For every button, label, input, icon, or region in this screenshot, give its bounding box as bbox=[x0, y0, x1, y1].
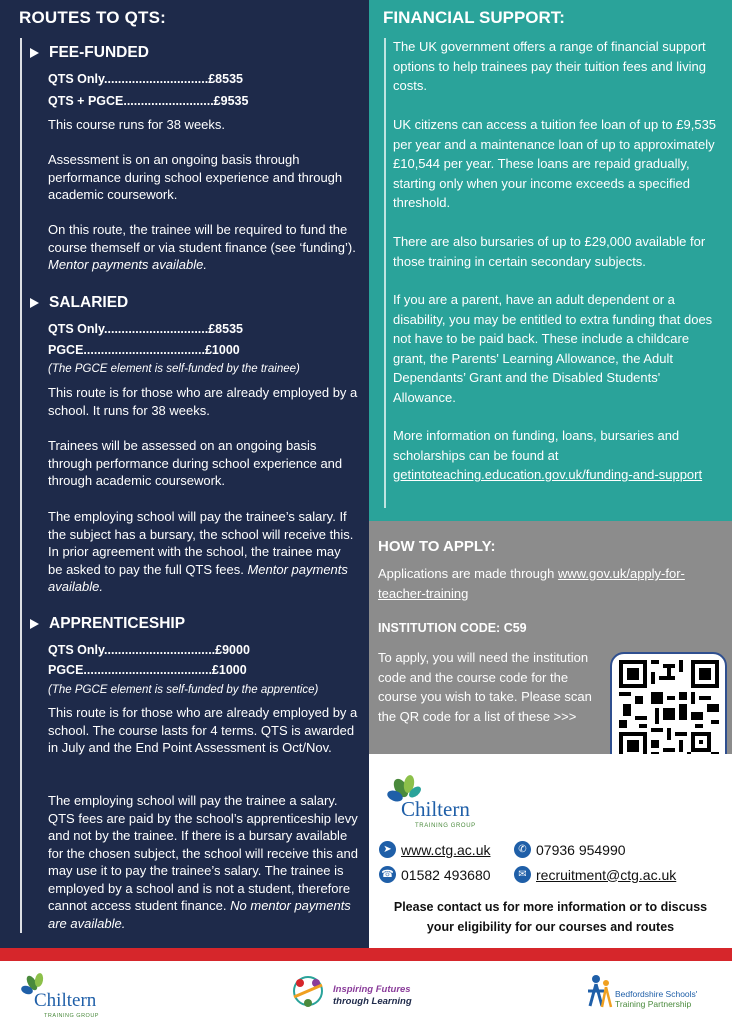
apply-intro bbox=[378, 564, 718, 603]
triangle-bullet-icon bbox=[30, 48, 39, 58]
how-to-apply-panel bbox=[369, 521, 732, 754]
svg-text:TRAINING GROUP: TRAINING GROUP bbox=[415, 823, 476, 829]
partner-logos bbox=[0, 961, 732, 1031]
financial-loans: UK citizens can access a tuition fee loan of up to £9,535 per year and a maintenance loan of up to approximately £10,544 per year. These loans are repaid gradually, starting only when your income exceeds a specified threshold. bbox=[393, 117, 717, 210]
apply-instructions: To apply, you will need the institution code and the course code for the course you wish to take. Please scan the QR code for a list of these >>> bbox=[378, 650, 592, 724]
contact-email[interactable] bbox=[514, 866, 676, 883]
apprenticeship-pgce-note: (The PGCE element is self-funded by the apprentice) bbox=[48, 684, 319, 696]
apprenticeship-heading bbox=[30, 615, 185, 633]
inspiring-futures-logo bbox=[294, 977, 412, 1007]
salaried-price-pgce: PGCE...................................£1000 bbox=[48, 343, 240, 357]
fee-funded-heading-text: FEE-FUNDED bbox=[49, 44, 149, 61]
fee-funded-mentor-note: Mentor payments available. bbox=[48, 257, 207, 272]
phone-icon: ☎ bbox=[379, 866, 396, 883]
triangle-bullet-icon bbox=[30, 298, 39, 308]
contact-phone[interactable] bbox=[379, 866, 491, 883]
financial-extra-funding: If you are a parent, have an adult dependent or a disability, you may be entitled to extra funding that does not have to be paid back. These include a childcare grant, the Parents' Learning Allowance, the Adult Dependants’ Grant and the Disabled Students' Allowance. bbox=[393, 292, 713, 405]
salaried-heading bbox=[30, 294, 128, 312]
fee-funded-heading bbox=[30, 44, 149, 62]
phone-number[interactable]: 01582 493680 bbox=[401, 866, 491, 883]
salaried-pgce-note: (The PGCE element is self-funded by the trainee) bbox=[48, 363, 300, 375]
whatsapp-icon: ✆ bbox=[514, 841, 531, 858]
contact-call-to-action: Please contact us for more information or to discuss your eligibility for our courses and routes bbox=[393, 900, 708, 934]
cursor-icon: ➤ bbox=[379, 841, 396, 858]
svg-text:Training Partnership: Training Partnership bbox=[615, 999, 692, 1009]
fee-funded-assessment: Assessment is on an ongoing basis through performance during school experience and through academic coursework. bbox=[48, 152, 343, 202]
apprenticeship-price-qts: QTS Only................................£9000 bbox=[48, 643, 250, 657]
salaried-description: This route is for those who are already employed by a school. It runs for 38 weeks. bbox=[48, 385, 358, 418]
footer-red-bar bbox=[0, 948, 732, 961]
financial-intro: The UK government offers a range of financial support options to help trainees pay their tuition fees and living costs. bbox=[393, 39, 706, 93]
apprenticeship-heading-text: APPRENTICESHIP bbox=[49, 615, 186, 632]
website-link[interactable]: www.ctg.ac.uk bbox=[401, 841, 491, 858]
contact-mobile[interactable] bbox=[514, 841, 626, 858]
apprenticeship-price-pgce: PGCE.....................................£1000 bbox=[48, 663, 247, 677]
svg-text:Chiltern: Chiltern bbox=[34, 990, 97, 1011]
chiltern-logo-text: Chiltern bbox=[401, 797, 470, 821]
fee-funded-price-qts: QTS Only..............................£8535 bbox=[48, 72, 243, 86]
fee-funded-price-pgce: QTS + PGCE..........................£9535 bbox=[48, 94, 249, 108]
footer-logos bbox=[0, 961, 732, 1031]
contact-panel bbox=[369, 754, 732, 948]
apprenticeship-description: This route is for those who are already employed by a school. The course lasts for 4 terms. QTS is awarded in July and the End Point Assessment is Oct/Nov. bbox=[48, 705, 358, 755]
apprenticeship-salary bbox=[48, 792, 358, 932]
triangle-bullet-icon bbox=[30, 619, 39, 629]
financial-divider-line bbox=[384, 38, 386, 508]
contact-website[interactable] bbox=[379, 841, 490, 858]
salaried-heading-text: SALARIED bbox=[49, 294, 129, 311]
routes-divider-line bbox=[20, 38, 22, 933]
salaried-mentor-note: Mentor payments available. bbox=[48, 561, 348, 594]
qr-code[interactable] bbox=[610, 652, 727, 768]
routes-panel bbox=[0, 0, 369, 948]
salaried-assessment: Trainees will be assessed on an ongoing basis through performance during school experience and through academic coursework. bbox=[48, 438, 343, 488]
institution-code: INSTITUTION CODE: C59 bbox=[378, 621, 527, 635]
bedfordshire-logo bbox=[588, 975, 698, 1009]
email-link[interactable]: recruitment@ctg.ac.uk bbox=[536, 866, 677, 883]
svg-text:Bedfordshire Schools': Bedfordshire Schools' bbox=[615, 989, 698, 999]
qr-code-icon bbox=[619, 660, 719, 760]
financial-more-info-text: More information on funding, loans, bursaries and scholarships can be found at bbox=[393, 428, 680, 463]
salaried-price-qts: QTS Only..............................£8535 bbox=[48, 322, 243, 336]
fee-funded-duration: This course runs for 38 weeks. bbox=[48, 117, 226, 132]
fee-funded-funding-text: On this route, the trainee will be required to fund the course themself or via student finance (see ‘funding’). bbox=[48, 222, 356, 255]
financial-support-panel bbox=[369, 0, 732, 521]
svg-text:Inspiring Futures: Inspiring Futures bbox=[333, 984, 411, 995]
chiltern-logo-icon bbox=[379, 768, 504, 830]
fee-funded-funding bbox=[48, 221, 358, 274]
mobile-number[interactable]: 07936 954990 bbox=[536, 841, 626, 858]
svg-text:through Learning: through Learning bbox=[333, 996, 412, 1007]
financial-more-info bbox=[393, 426, 718, 485]
salaried-salary bbox=[48, 508, 358, 596]
footer-chiltern-logo bbox=[20, 972, 99, 1019]
chiltern-logo bbox=[379, 768, 504, 830]
svg-text:TRAINING GROUP: TRAINING GROUP bbox=[44, 1013, 99, 1019]
apply-title: HOW TO APPLY: bbox=[378, 538, 496, 555]
financial-bursaries: There are also bursaries of up to £29,000 available for those training in certain secondary subjects. bbox=[393, 234, 706, 269]
email-icon: ✉ bbox=[514, 866, 531, 883]
salaried-salary-text: The employing school will pay the trainee’s salary. If the subject has a bursary, the school will receive this. In prior agreement with the school, the trainee may be asked to pay the full QTS fees. bbox=[48, 509, 354, 577]
apprenticeship-mentor-note: No mentor payments are available. bbox=[48, 898, 351, 931]
apply-link[interactable]: www.gov.uk/apply-for-teacher-training bbox=[378, 566, 685, 601]
apprenticeship-salary-text: The employing school will pay the trainee a salary. QTS fees are paid by the school’s apprenticeship levy and not by the trainee. If there is a bursary available for the chosen subject, the school will receive this and may use it to pay the trainee’s salary. The trainee is employed by a school and is not a student, therefore cannot access student finance. bbox=[48, 793, 359, 913]
apply-intro-text: Applications are made through bbox=[378, 566, 555, 581]
routes-title: ROUTES TO QTS: bbox=[19, 8, 166, 27]
financial-title: FINANCIAL SUPPORT: bbox=[383, 8, 565, 27]
funding-link[interactable]: getintoteaching.education.gov.uk/funding-and-support bbox=[393, 467, 703, 482]
